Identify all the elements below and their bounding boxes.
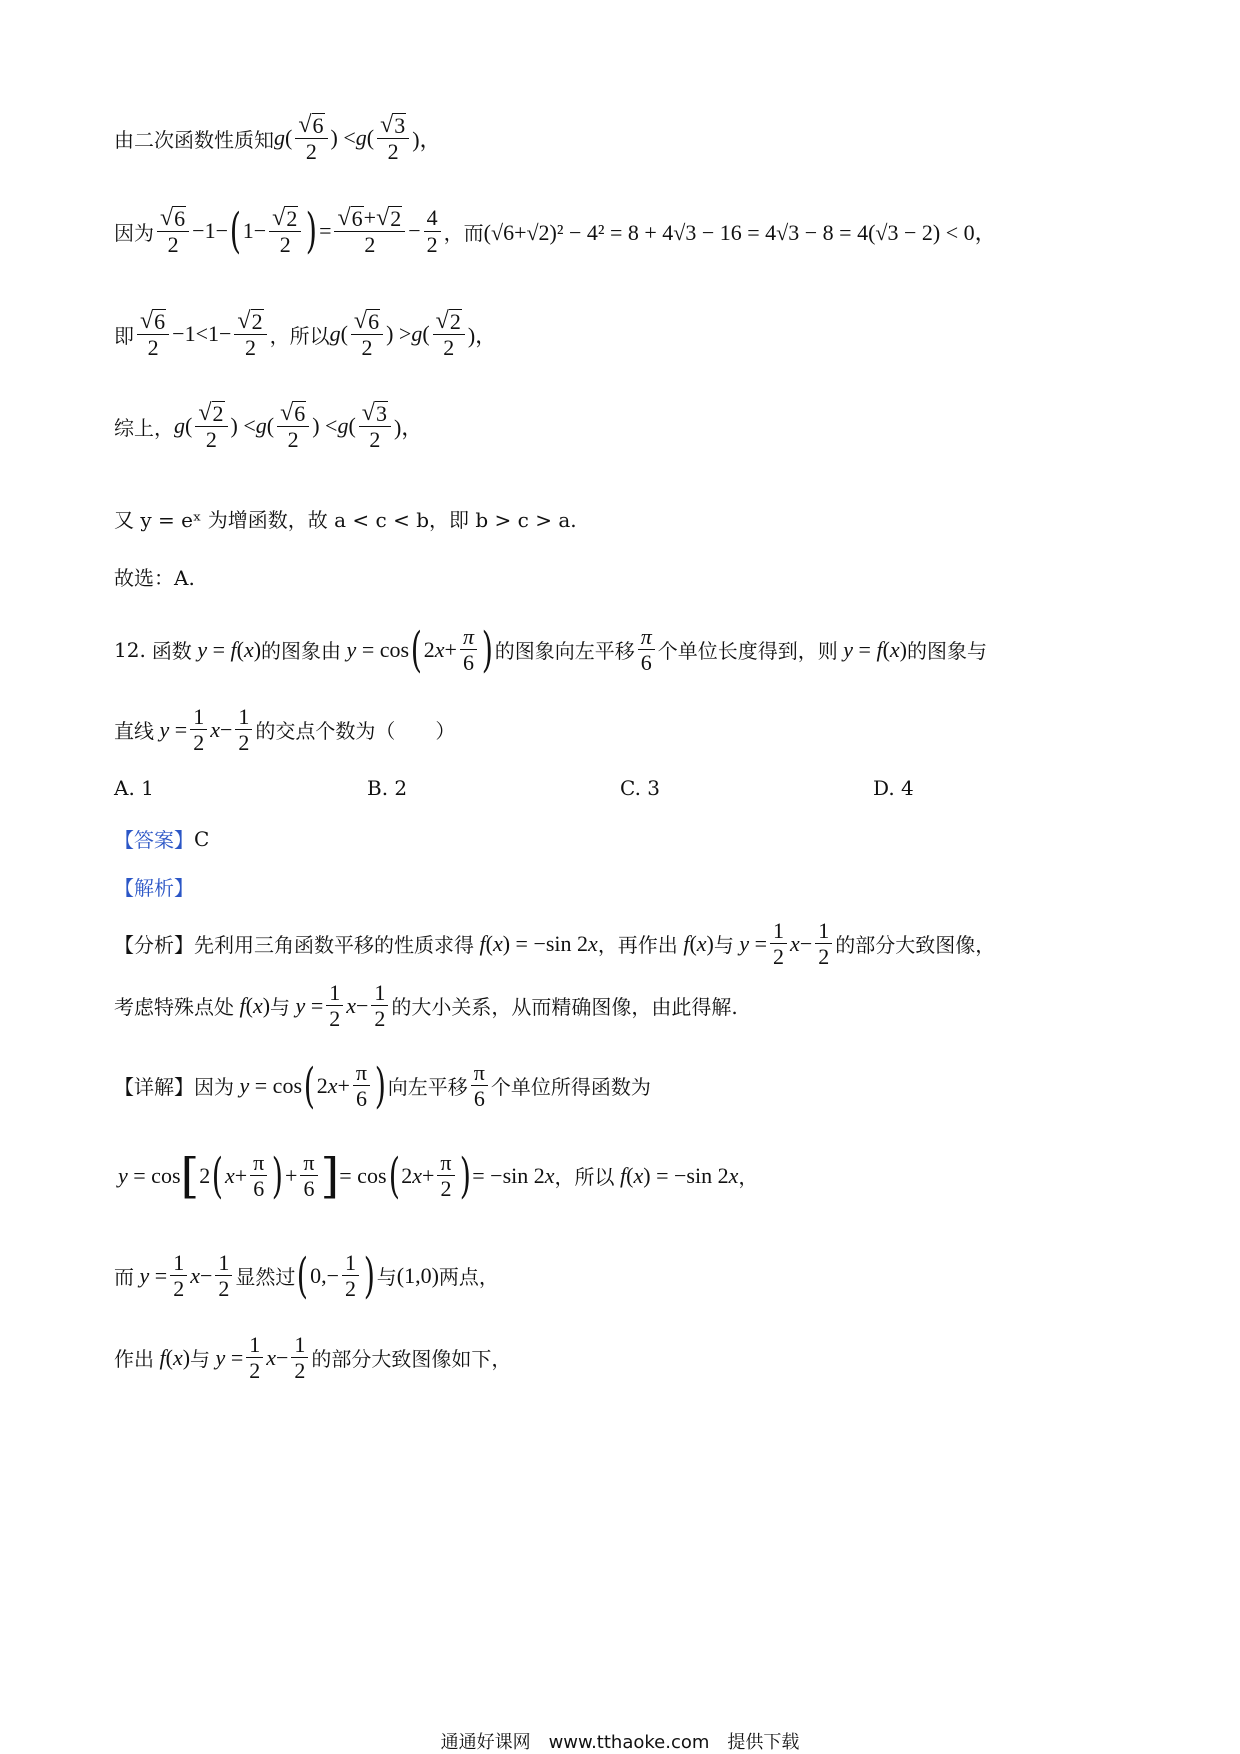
line-therefore: 即 √ 6 2 −1<1− √ 2 2 ，所以 g ( √ 6 2 ) > g ( √ 2 2 )， [114,308,498,361]
line-summary: 综上， g ( √ 2 2 ) < g ( √ 6 2 ) < g ( √ 3 2 )， [114,400,424,453]
line-exp-increasing: 又 y = eˣ 为增函数，故 a < c < b，即 b > c > a. [114,508,577,532]
option-a[interactable]: A. 1 [114,776,154,800]
page-footer: 通通好课网 www.tthaoke.com 提供下载 [440,1732,800,1753]
question-12-line1: 12. 函数 y = f ( x ) 的图象由 y = cos ( 2 x + $\frac{\pi}{6}$ ) 的图象向左平移 $\frac{\pi}{6}$ 个单位长度得到，则 y = f ( x ) 的图象与 [114,621,987,678]
analysis-heading: 【解析】 [114,876,194,900]
option-d[interactable]: D. 4 [873,776,914,800]
analysis-line2: 考虑特殊点处 f ( x ) 与 y = $\frac{1}{2}$ x − $\frac{1}{2}$ 的大小关系，从而精确图像，由此得解. [114,980,738,1032]
question-12-line2: 直线 y = $\frac{1}{2}$ x − $\frac{1}{2}$ 的交点个数为（ ） [114,704,456,756]
option-c[interactable]: C. 3 [620,776,661,800]
detail-line4: 作出 f ( x ) 与 y = $\frac{1}{2}$ x − $\frac{1}{2}$ 的部分大致图像如下， [114,1332,512,1384]
line-because-comparison: 因为 √ 6 2 −1− ( 1− √ 2 2 ) = √ 6 + √ 2 2 − $\frac{4}{2}$ ，而 (√6+√2)² − 4² = 8 + 4√3 − 16 = 4√3 − 8 = 4(√3 − 2) < 0， [114,203,997,260]
options-row [114,776,1014,802]
detail-line2: y = cos [ 2 ( x + $\frac{\pi}{6}$ ) + $\frac{\pi}{6}$ ] = cos ( 2 x + $\frac{\pi}{2}$ ) = −sin 2 x ，所以 f ( x ) = −sin 2 x ， [118,1147,759,1204]
option-b[interactable]: B. 2 [367,776,408,800]
answer-value: C [194,826,210,851]
line-quadratic-property: 由二次函数性质知 g ( √ 6 2 ) < g ( √ 3 2 )， [114,112,442,165]
detail-line1: 【详解】 因为 y = cos ( 2 x + $\frac{\pi}{6}$ ) 向左平移 $\frac{\pi}{6}$ 个单位所得函数为 [114,1057,651,1114]
answer-label: 【答案】 [114,828,194,852]
line-choice: 故选：A. [114,566,195,590]
analysis-line1: 【分析】 先利用三角函数平移的性质求得 f ( x ) = −sin 2 x ，再作出 f ( x ) 与 y = $\frac{1}{2}$ x − $\frac{1}{2}$ 的部分大致图像， [114,918,996,970]
answer-line [114,824,209,853]
question-number: 12. [114,637,146,662]
detail-line3: 而 y = $\frac{1}{2}$ x − $\frac{1}{2}$ 显然过 ( 0,− $\frac{1}{2}$ ) 与 (1,0) 两点， [114,1247,499,1304]
